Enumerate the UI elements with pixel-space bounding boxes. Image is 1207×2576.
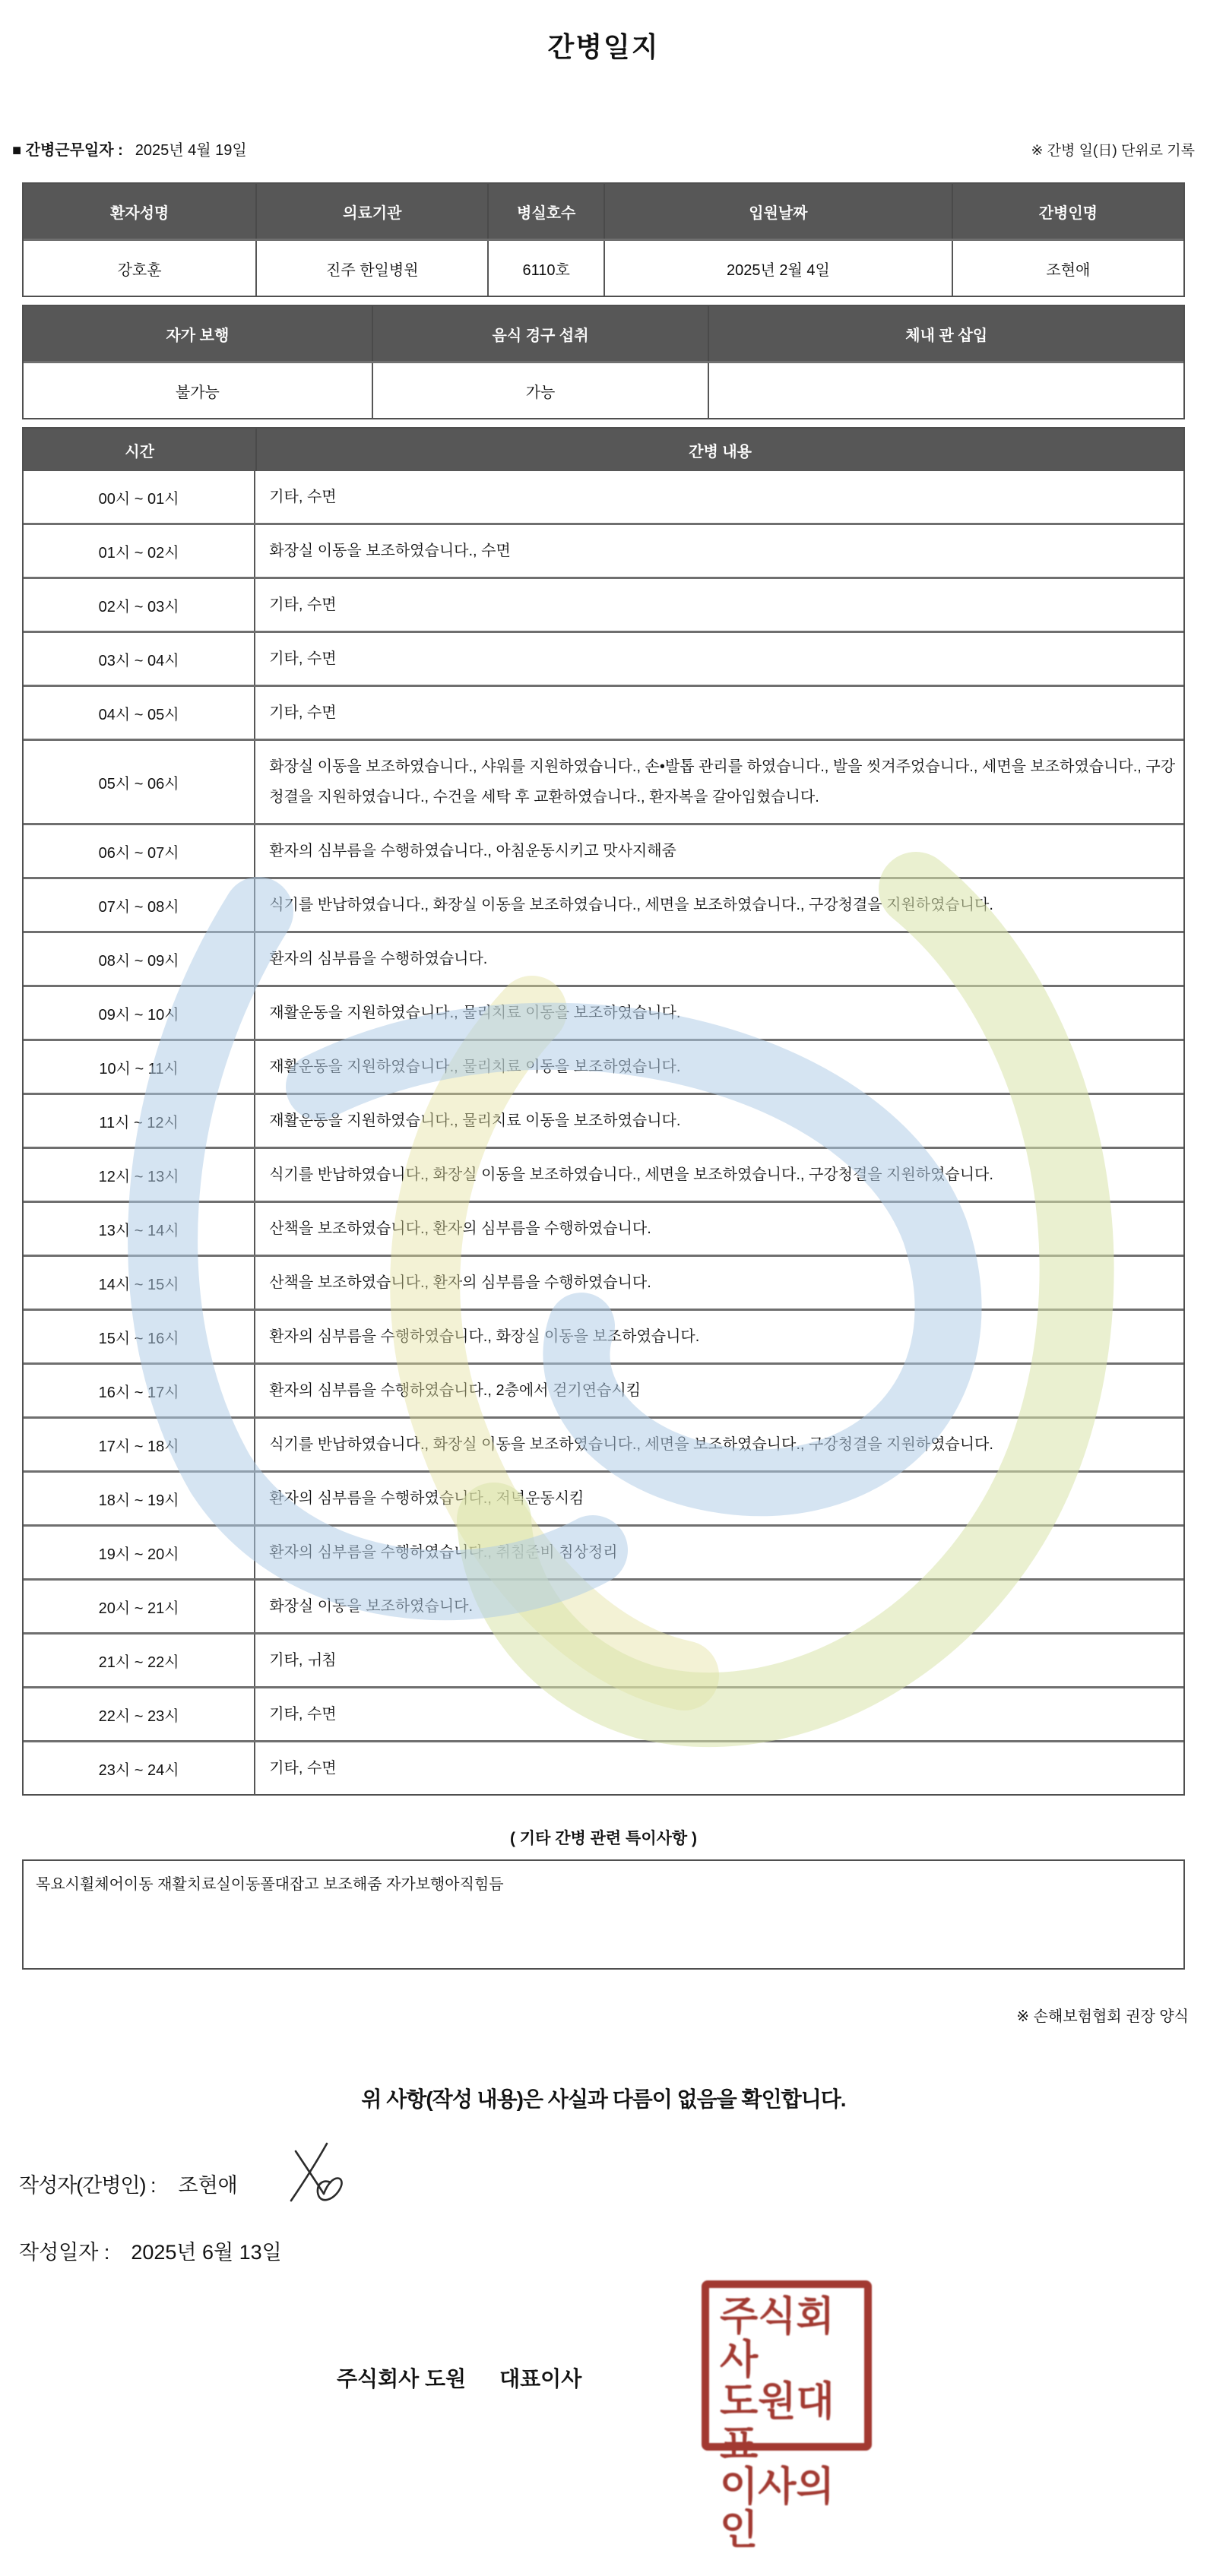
care-log-row [24, 1632, 1183, 1686]
care-log-time: 06시 ~ 07시 [24, 825, 255, 877]
patient-info-value-row [24, 239, 1183, 296]
stamp-line: 도원대표 [720, 2378, 835, 2468]
care-log-content: 산책을 보조하였습니다., 환자의 심부름을 수행하였습니다. [269, 1274, 651, 1291]
care-log-time: 03시 ~ 04시 [24, 633, 255, 685]
patient-info-header-row [24, 184, 1183, 239]
patient-value-cell-1: 강호훈 [117, 261, 162, 279]
care-log-content: 재활운동을 지원하였습니다., 물리치료 이동을 보조하였습니다. [269, 1112, 681, 1129]
care-log-row [24, 1686, 1183, 1740]
care-log-row [24, 1416, 1183, 1470]
care-log-content: 환자의 심부름을 수행하였습니다., 아침운동시키고 맛사지해줌 [269, 843, 676, 859]
status-header-cell-3: 체내 관 삽입 [708, 306, 1183, 361]
written-date-value: 2025년 6월 13일 [131, 2241, 282, 2264]
care-log-content: 환자의 심부름을 수행하였습니다., 2층에서 걷기연습시킴 [269, 1382, 642, 1399]
patient-status-value-row [24, 361, 1183, 418]
care-log-content: 기타, 수면 [269, 650, 337, 667]
care-log-time: 22시 ~ 23시 [24, 1688, 255, 1740]
patient-header-cell-4: 입원날짜 [604, 184, 952, 239]
care-log-row [24, 739, 1183, 823]
patient-header-cell-2: 의료기관 [255, 184, 487, 239]
work-date-line [12, 138, 247, 160]
care-log-time: 21시 ~ 22시 [24, 1635, 255, 1686]
company-stamp [702, 2280, 872, 2553]
patient-header-cell-1: 환자성명 [24, 184, 255, 239]
care-log-content: 식기를 반납하였습니다., 화장실 이동을 보조하였습니다., 세면을 보조하였습니다., 구강청결을 지원하였습니다. [269, 1166, 993, 1183]
patient-info-table [22, 182, 1185, 297]
patient-value-cell-5: 조현애 [952, 241, 1183, 296]
work-date-label: ■ 간병근무일자 : [12, 142, 123, 159]
care-log-row [24, 1147, 1183, 1201]
care-log-time: 13시 ~ 14시 [24, 1203, 255, 1255]
care-log-time: 16시 ~ 17시 [24, 1365, 255, 1416]
care-log-row [24, 931, 1183, 985]
care-log-content: 환자의 심부름을 수행하였습니다., 화장실 이동을 보조하였습니다. [269, 1328, 700, 1345]
care-log-content: 기타, 수면 [269, 1706, 337, 1723]
care-log-header-row [24, 429, 1183, 471]
care-log-row [24, 523, 1183, 577]
work-date-value: 2025년 4월 19일 [135, 142, 247, 159]
care-log-row [24, 823, 1183, 877]
care-log-time: 18시 ~ 19시 [24, 1473, 255, 1524]
writer-name: 조현애 [178, 2173, 238, 2197]
patient-value-cell-3: 6110호 [487, 241, 604, 296]
written-date-label: 작성일자 : [19, 2241, 110, 2264]
company-line [337, 2362, 581, 2393]
care-log-content: 환자의 심부름을 수행하였습니다. [269, 951, 488, 967]
care-log-content: 기타, 수면 [269, 597, 337, 613]
care-log-row [24, 1201, 1183, 1255]
care-log-content: 재활운동을 지원하였습니다., 물리치료 이동을 보조하였습니다. [269, 1005, 681, 1021]
care-log-time: 20시 ~ 21시 [24, 1581, 255, 1632]
care-log-row [24, 1740, 1183, 1794]
care-log-time: 04시 ~ 05시 [24, 687, 255, 739]
notes-heading: ( 기타 간병 관련 특이사항 ) [509, 1830, 698, 1847]
care-log-time: 19시 ~ 20시 [24, 1527, 255, 1578]
date-row [19, 2236, 1207, 2265]
patient-header-cell-3: 병실호수 [487, 184, 604, 239]
care-log-time: 10시 ~ 11시 [24, 1041, 255, 1093]
stamp-line: 이사의인 [720, 2464, 835, 2553]
care-log-content: 재활운동을 지원하였습니다., 물리치료 이동을 보조하였습니다. [269, 1059, 681, 1075]
meta-row [12, 138, 1195, 160]
care-log-time: 07시 ~ 08시 [24, 879, 255, 931]
care-log-content: 화장실 이동을 보조하였습니다., 수면 [269, 543, 511, 559]
care-log-row [24, 631, 1183, 685]
care-log-content: 기타, 수면 [269, 1760, 337, 1777]
care-log-content: 화장실 이동을 보조하였습니다. [269, 1598, 474, 1615]
patient-status-header-row [24, 306, 1183, 361]
care-log-content: 환자의 심부름을 수행하였습니다., 저녁운동시킴 [269, 1490, 584, 1507]
status-value-cell-3 [708, 363, 1183, 418]
patient-status-table [22, 305, 1185, 419]
care-log-row [24, 1309, 1183, 1362]
confirmation-statement: 위 사항(작성 내용)은 사실과 다름이 없음을 확인합니다. [361, 2087, 846, 2111]
signature-scribble [280, 2141, 350, 2211]
care-log-time: 15시 ~ 16시 [24, 1311, 255, 1362]
care-log-time: 02시 ~ 03시 [24, 579, 255, 631]
care-log-time: 17시 ~ 18시 [24, 1419, 255, 1470]
unit-note: ※ 간병 일(日) 단위로 기록 [1031, 143, 1195, 159]
care-log-content: 식기를 반납하였습니다., 화장실 이동을 보조하였습니다., 세면을 보조하였습니다., 구강청결을 지원하였습니다. [269, 897, 993, 913]
writer-label: 작성자(간병인) : [19, 2173, 156, 2197]
writer-row [19, 2155, 1207, 2211]
care-log-content: 기타, 수면 [269, 489, 337, 505]
care-log-content: 기타, ㅟ침 [269, 1652, 337, 1669]
content-column-header: 간병 내용 [255, 429, 1183, 471]
page-title: 간병일지 [547, 31, 660, 62]
care-log-row [24, 471, 1183, 523]
time-column-header: 시간 [24, 429, 255, 471]
care-log-time: 11시 ~ 12시 [24, 1095, 255, 1147]
care-log-row [24, 577, 1183, 631]
care-log-row [24, 1578, 1183, 1632]
status-header-cell-1: 자가 보행 [24, 306, 372, 361]
stamp-line: 주식회사 [720, 2293, 835, 2383]
care-log-time: 00시 ~ 01시 [24, 471, 255, 523]
care-log-time: 05시 ~ 06시 [24, 741, 255, 823]
care-log-row [24, 877, 1183, 931]
care-log-row [24, 1362, 1183, 1416]
care-log-rows [24, 471, 1183, 1794]
care-log-row [24, 685, 1183, 739]
care-log-time: 23시 ~ 24시 [24, 1742, 255, 1794]
company-name: 주식회사 도원 [337, 2367, 467, 2391]
care-log-row [24, 1039, 1183, 1093]
care-log-time: 01시 ~ 02시 [24, 525, 255, 577]
status-header-cell-2: 음식 경구 섭취 [372, 306, 708, 361]
company-block [0, 2280, 1207, 2553]
form-note: ※ 손해보험협회 권장 양식 [1016, 2008, 1189, 2025]
care-log-row [24, 985, 1183, 1039]
care-log-content: 식기를 반납하였습니다., 화장실 이동을 보조하였습니다., 세면을 보조하였습니다., 구강청결을 지원하였습니다. [269, 1436, 993, 1453]
care-log-row [24, 1470, 1183, 1524]
status-value-cell-1: 불가능 [175, 384, 220, 401]
care-log-table [22, 427, 1185, 1796]
care-log-row [24, 1093, 1183, 1147]
care-log-time: 09시 ~ 10시 [24, 987, 255, 1039]
care-log-time: 14시 ~ 15시 [24, 1257, 255, 1309]
care-log-content: 화장실 이동을 보조하였습니다., 샤워를 지원하였습니다., 손•발톱 관리를 하였습니다., 발을 씻겨주었습니다., 세면을 보조하였습니다., 구강청결을 지원하였습니다., 수건을 세탁 후 교환하였습니다., 환자복을 갈아입혔습니다. [269, 758, 1176, 805]
company-role: 대표이사 [499, 2367, 582, 2391]
care-log-time: 12시 ~ 13시 [24, 1149, 255, 1201]
patient-value-cell-4: 2025년 2월 4일 [604, 241, 952, 296]
care-log-content: 환자의 심부름을 수행하였습니다., 취침준비 침상정리 [269, 1544, 618, 1561]
care-log-row [24, 1524, 1183, 1578]
patient-header-cell-5: 간병인명 [952, 184, 1183, 239]
care-log-content: 산책을 보조하였습니다., 환자의 심부름을 수행하였습니다. [269, 1220, 651, 1237]
care-log-row [24, 1255, 1183, 1309]
patient-value-cell-2: 진주 한일병원 [255, 241, 487, 296]
notes-box: 목요시휠체어이동 재활치료실이동폴대잡고 보조해줌 자가보행아직힘듬 [22, 1859, 1185, 1970]
status-value-cell-2: 가능 [372, 363, 708, 418]
care-log-time: 08시 ~ 09시 [24, 933, 255, 985]
care-log-content: 기타, 수면 [269, 704, 337, 721]
